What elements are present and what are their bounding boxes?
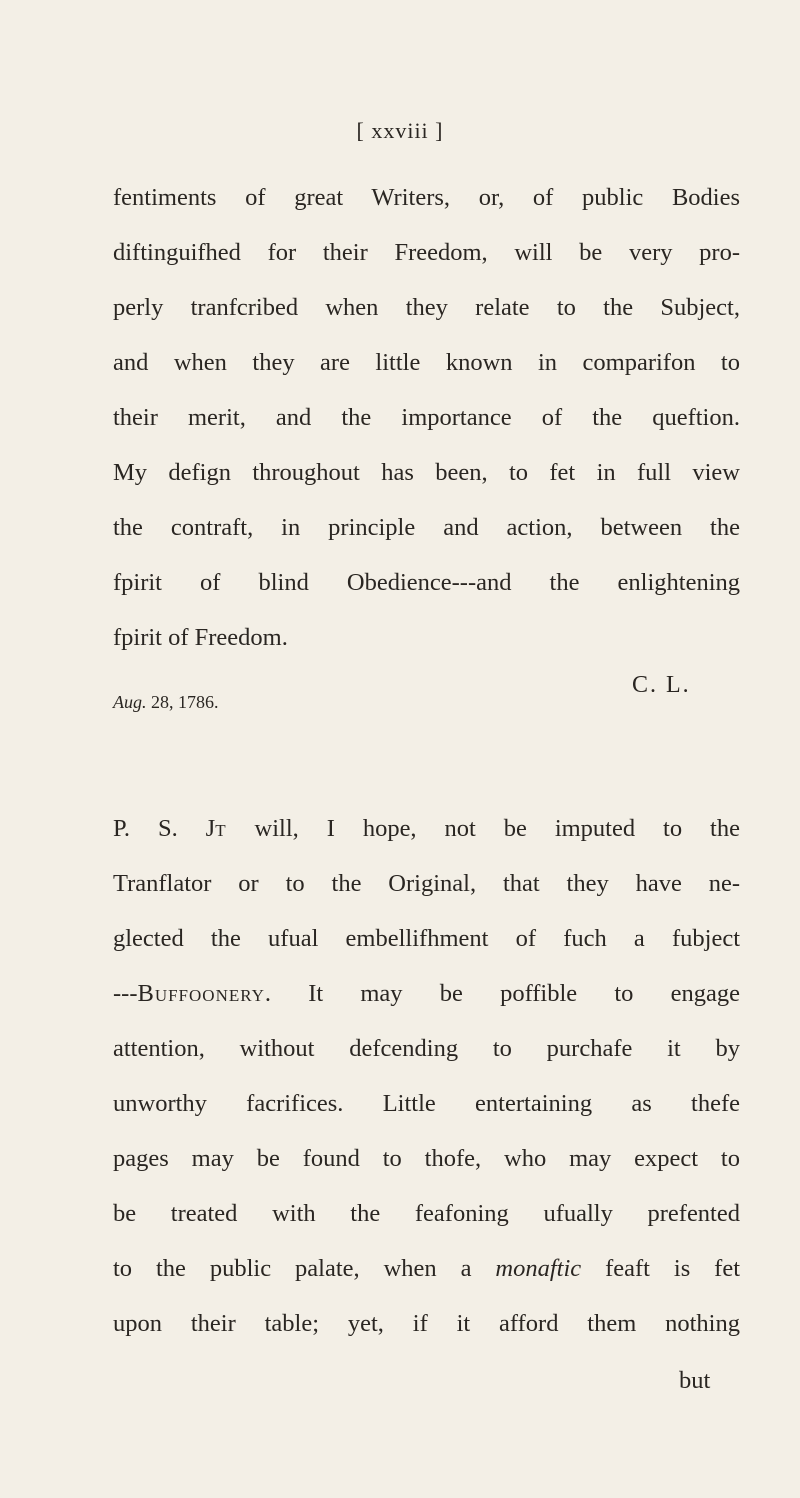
postscript-line bbox=[113, 1257, 740, 1282]
ps-opening: P. S. J bbox=[113, 815, 216, 842]
ps-buffoonery: Buffoonery bbox=[137, 980, 265, 1007]
author-signature: C. L. bbox=[632, 672, 691, 698]
catchword: but bbox=[679, 1367, 711, 1394]
postscript-line: glected the ufual embellifhment of fuch a fubject bbox=[113, 925, 740, 952]
postscript-line bbox=[113, 817, 740, 842]
text-line: fpirit of blind Obedience---and the enlightening bbox=[113, 569, 740, 596]
postscript-line: attention, without defcending to purchafe it by bbox=[113, 1035, 740, 1062]
postscript-line bbox=[113, 982, 740, 1007]
postscript-line: unworthy facrifices. Little entertaining as thefe bbox=[113, 1090, 740, 1117]
ps-line4-rest: . It may be poffible to engage bbox=[264, 980, 740, 1007]
date-month: Aug. bbox=[113, 692, 147, 712]
text-line: fpirit of Freedom. bbox=[113, 624, 288, 651]
ps-opening-smallcaps: t bbox=[215, 815, 227, 842]
text-line: perly tranfcribed when they relate to the Subject, bbox=[113, 294, 740, 321]
ps-monastic: monaftic bbox=[495, 1255, 582, 1282]
text-line: their merit, and the importance of the queftion. bbox=[113, 404, 740, 431]
date-line bbox=[113, 692, 219, 713]
ps-line9-a: to the public palate, when a bbox=[113, 1255, 496, 1282]
page-number-header: [ xxviii ] bbox=[356, 118, 444, 143]
ps-dashes: --- bbox=[113, 980, 138, 1007]
ps-line1-rest: will, I hope, not be imputed to the bbox=[226, 815, 740, 842]
text-line: My defign throughout has been, to fet in full view bbox=[113, 459, 740, 486]
text-line: and when they are little known in comparifon to bbox=[113, 349, 740, 376]
postscript-line: Tranflator or to the Original, that they have ne- bbox=[113, 870, 740, 897]
text-line: the contraft, in principle and action, between the bbox=[113, 514, 740, 541]
date-rest: 28, 1786. bbox=[151, 692, 219, 712]
text-line: fentiments of great Writers, or, of public Bodies bbox=[113, 184, 740, 211]
postscript-line: pages may be found to thofe, who may expect to bbox=[113, 1145, 740, 1172]
postscript-line: upon their table; yet, if it afford them nothing bbox=[113, 1310, 740, 1337]
ps-line9-b: feaft is fet bbox=[581, 1255, 740, 1282]
text-line: diftinguifhed for their Freedom, will be very pro- bbox=[113, 239, 740, 266]
postscript-line: be treated with the feafoning ufually prefented bbox=[113, 1200, 740, 1227]
